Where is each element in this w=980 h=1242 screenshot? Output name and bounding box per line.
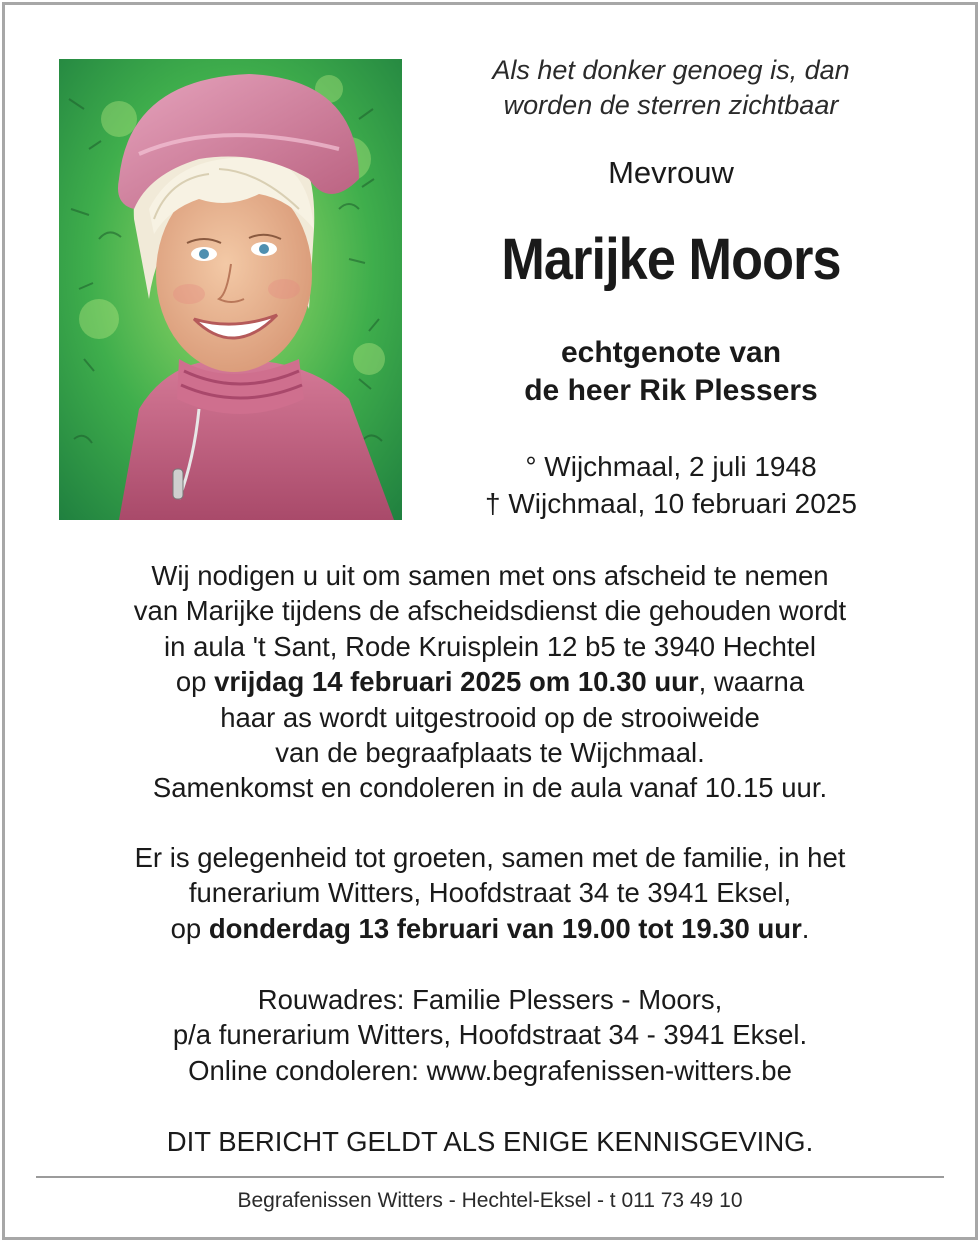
portrait-image (59, 59, 402, 520)
notice-line: DIT BERICHT GELDT ALS ENIGE KENNISGEVING. (166, 1126, 814, 1157)
text-line: van Marijke tijdens de afscheidsdienst die gehouden wordt (133, 595, 847, 627)
visitation-paragraph (40, 840, 940, 946)
text-line (40, 911, 940, 946)
text-line: Samenkomst en condoleren in de aula vanaf 10.15 uur. (152, 772, 828, 804)
footer-divider (36, 1176, 944, 1178)
footer-text: Begrafenissen Witters - Hechtel-Eksel - t 011 73 49 10 (237, 1189, 743, 1212)
text-line: Er is gelegenheid tot groeten, samen met de familie, in het (134, 842, 846, 873)
text-line: van de begraafplaats te Wijchmaal. (275, 737, 705, 769)
deceased-name: Marijke Moors (501, 227, 841, 292)
quote-line: worden de sterren zichtbaar (503, 90, 839, 120)
text-line: Rouwadres: Familie Plessers - Moors, (257, 984, 723, 1015)
text-fragment: . (801, 912, 810, 944)
text-line (40, 664, 940, 699)
text-fragment: op (175, 666, 215, 698)
relation-line: echtgenote van (560, 336, 782, 369)
ceremony-paragraph (40, 558, 940, 806)
relation (430, 334, 912, 410)
honorific: Mevrouw (608, 155, 734, 190)
quote-line: Als het donker genoeg is, dan (492, 55, 850, 85)
address-paragraph (40, 982, 940, 1088)
text-fragment: , waarna (698, 666, 805, 698)
text-line: in aula 't Sant, Rode Kruisplein 12 b5 te 3940 Hechtel (164, 630, 816, 662)
text-line: Wij nodigen u uit om samen met ons afscheid te nemen (151, 560, 829, 591)
life-dates (430, 448, 912, 522)
memorial-quote (430, 53, 912, 123)
visitation-datetime: donderdag 13 februari van 19.00 tot 19.30 uur (208, 912, 802, 944)
text-line: funerarium Witters, Hoofdstraat 34 te 3941 Eksel, (188, 877, 792, 909)
text-line: p/a funerarium Witters, Hoofdstraat 34 - 3941 Eksel. (172, 1019, 808, 1051)
text-line: haar as wordt uitgestrooid op de strooiweide (220, 701, 760, 733)
birth-date: ° Wijchmaal, 2 juli 1948 (525, 451, 817, 482)
relation-line: de heer Rik Plessers (524, 374, 818, 407)
death-date: † Wijchmaal, 10 februari 2025 (485, 488, 857, 519)
ceremony-datetime: vrijdag 14 februari 2025 om 10.30 uur (214, 666, 699, 698)
text-fragment: op (170, 912, 209, 944)
text-line: Online condoleren: www.begrafenissen-witters.be (188, 1054, 792, 1086)
